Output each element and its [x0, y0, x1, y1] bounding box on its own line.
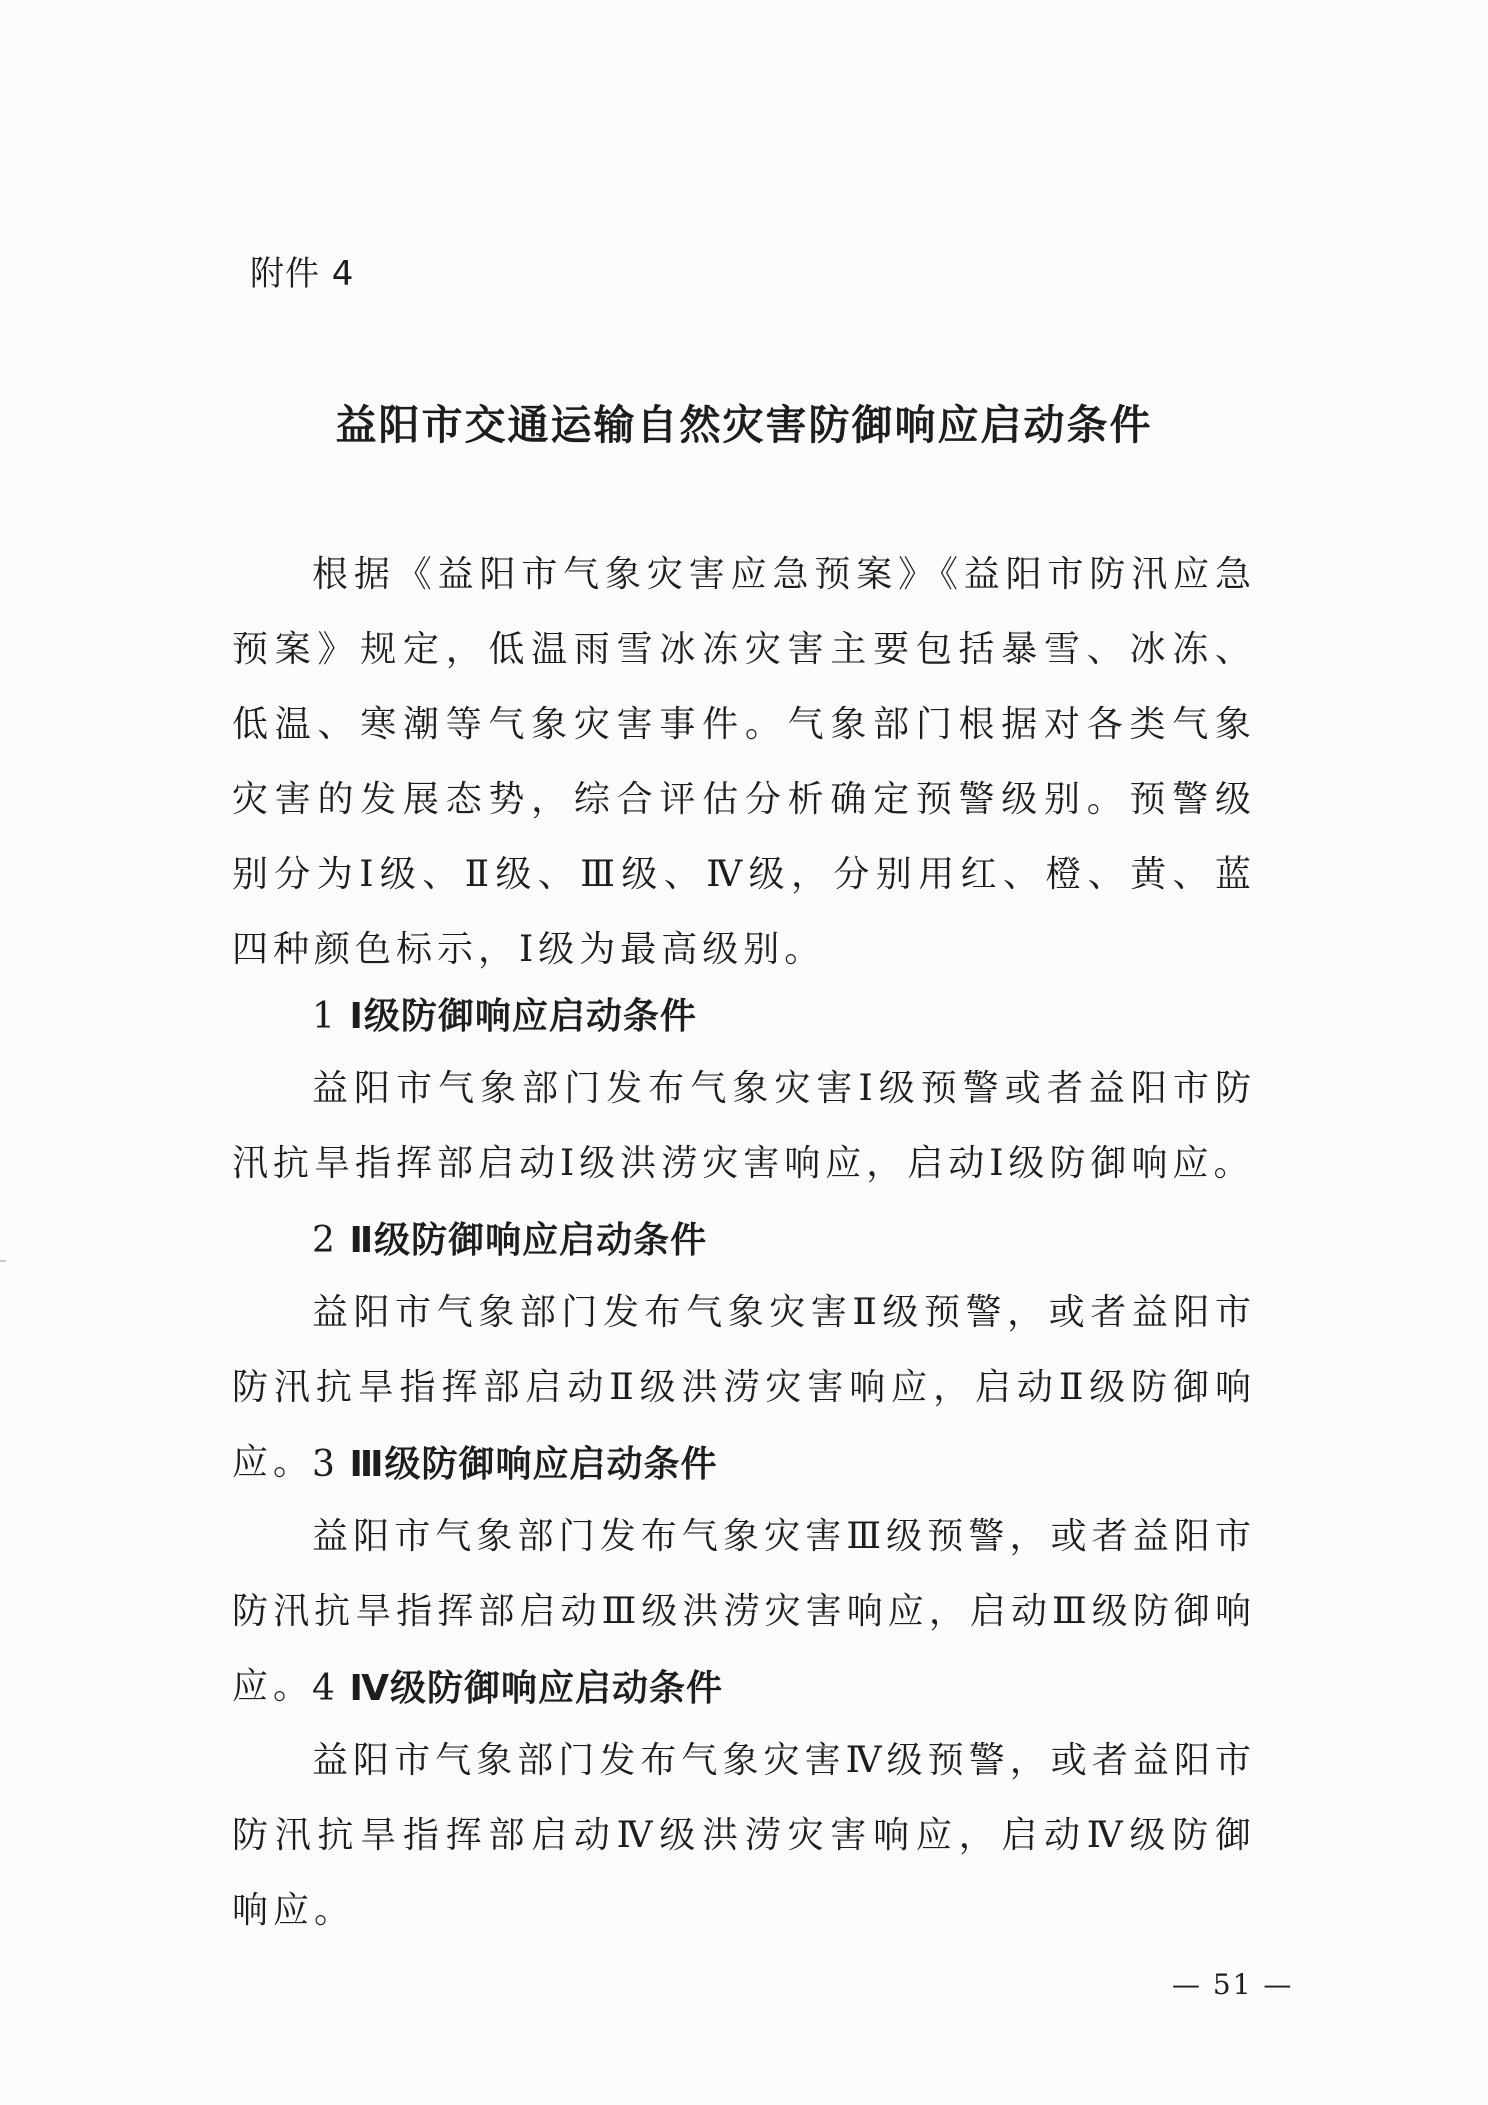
page-number: — 51 — [1172, 1968, 1294, 2001]
section-title-4: Ⅳ级防御响应启动条件 [349, 1668, 724, 1709]
section-title-1: Ⅰ级防御响应启动条件 [349, 996, 697, 1037]
section-heading-4 [312, 1660, 723, 1711]
section-number-4: 4 [312, 1668, 336, 1709]
section-body-2: 益阳市气象部门发布气象灾害Ⅱ级预警，或者益阳市防汛抗旱指挥部启动Ⅱ级洪涝灾害响应，启动Ⅱ级防御响应。 [232, 1292, 1256, 1483]
section-title-3: Ⅲ级防御响应启动条件 [349, 1444, 718, 1485]
section-heading-3 [312, 1436, 718, 1487]
intro-paragraph: 根据《益阳市气象灾害应急预案》《益阳市防汛应急预案》规定，低温雨雪冰冻灾害主要包括暴雪、冰冻、低温、寒潮等气象灾害事件。气象部门根据对各类气象灾害的发展态势，综合评估分析确定预警级别。预警级别分为Ⅰ级、Ⅱ级、Ⅲ级、Ⅳ级，分别用红、橙、黄、蓝四种颜色标示，Ⅰ级为最高级别。 [232, 554, 1256, 970]
section-heading-1 [312, 988, 697, 1039]
attachment-label: 附件 4 [250, 254, 355, 294]
scan-edge-mark [0, 1260, 6, 1262]
section-heading-2 [312, 1212, 707, 1263]
section-body-1: 益阳市气象部门发布气象灾害Ⅰ级预警或者益阳市防汛抗旱指挥部启动Ⅰ级洪涝灾害响应，启动Ⅰ级防御响应。 [232, 1068, 1256, 1184]
section-body-4: 益阳市气象部门发布气象灾害Ⅳ级预警，或者益阳市防汛抗旱指挥部启动Ⅳ级洪涝灾害响应，启动Ⅳ级防御响应。 [232, 1740, 1256, 1931]
section-number-2: 2 [312, 1220, 336, 1261]
section-title-2: Ⅱ级防御响应启动条件 [349, 1220, 708, 1261]
document-title: 益阳市交通运输自然灾害防御响应启动条件 [335, 401, 1153, 449]
section-number-1: 1 [312, 996, 336, 1037]
section-number-3: 3 [312, 1444, 336, 1485]
section-body-3: 益阳市气象部门发布气象灾害Ⅲ级预警，或者益阳市防汛抗旱指挥部启动Ⅲ级洪涝灾害响应，启动Ⅲ级防御响应。 [232, 1516, 1256, 1707]
